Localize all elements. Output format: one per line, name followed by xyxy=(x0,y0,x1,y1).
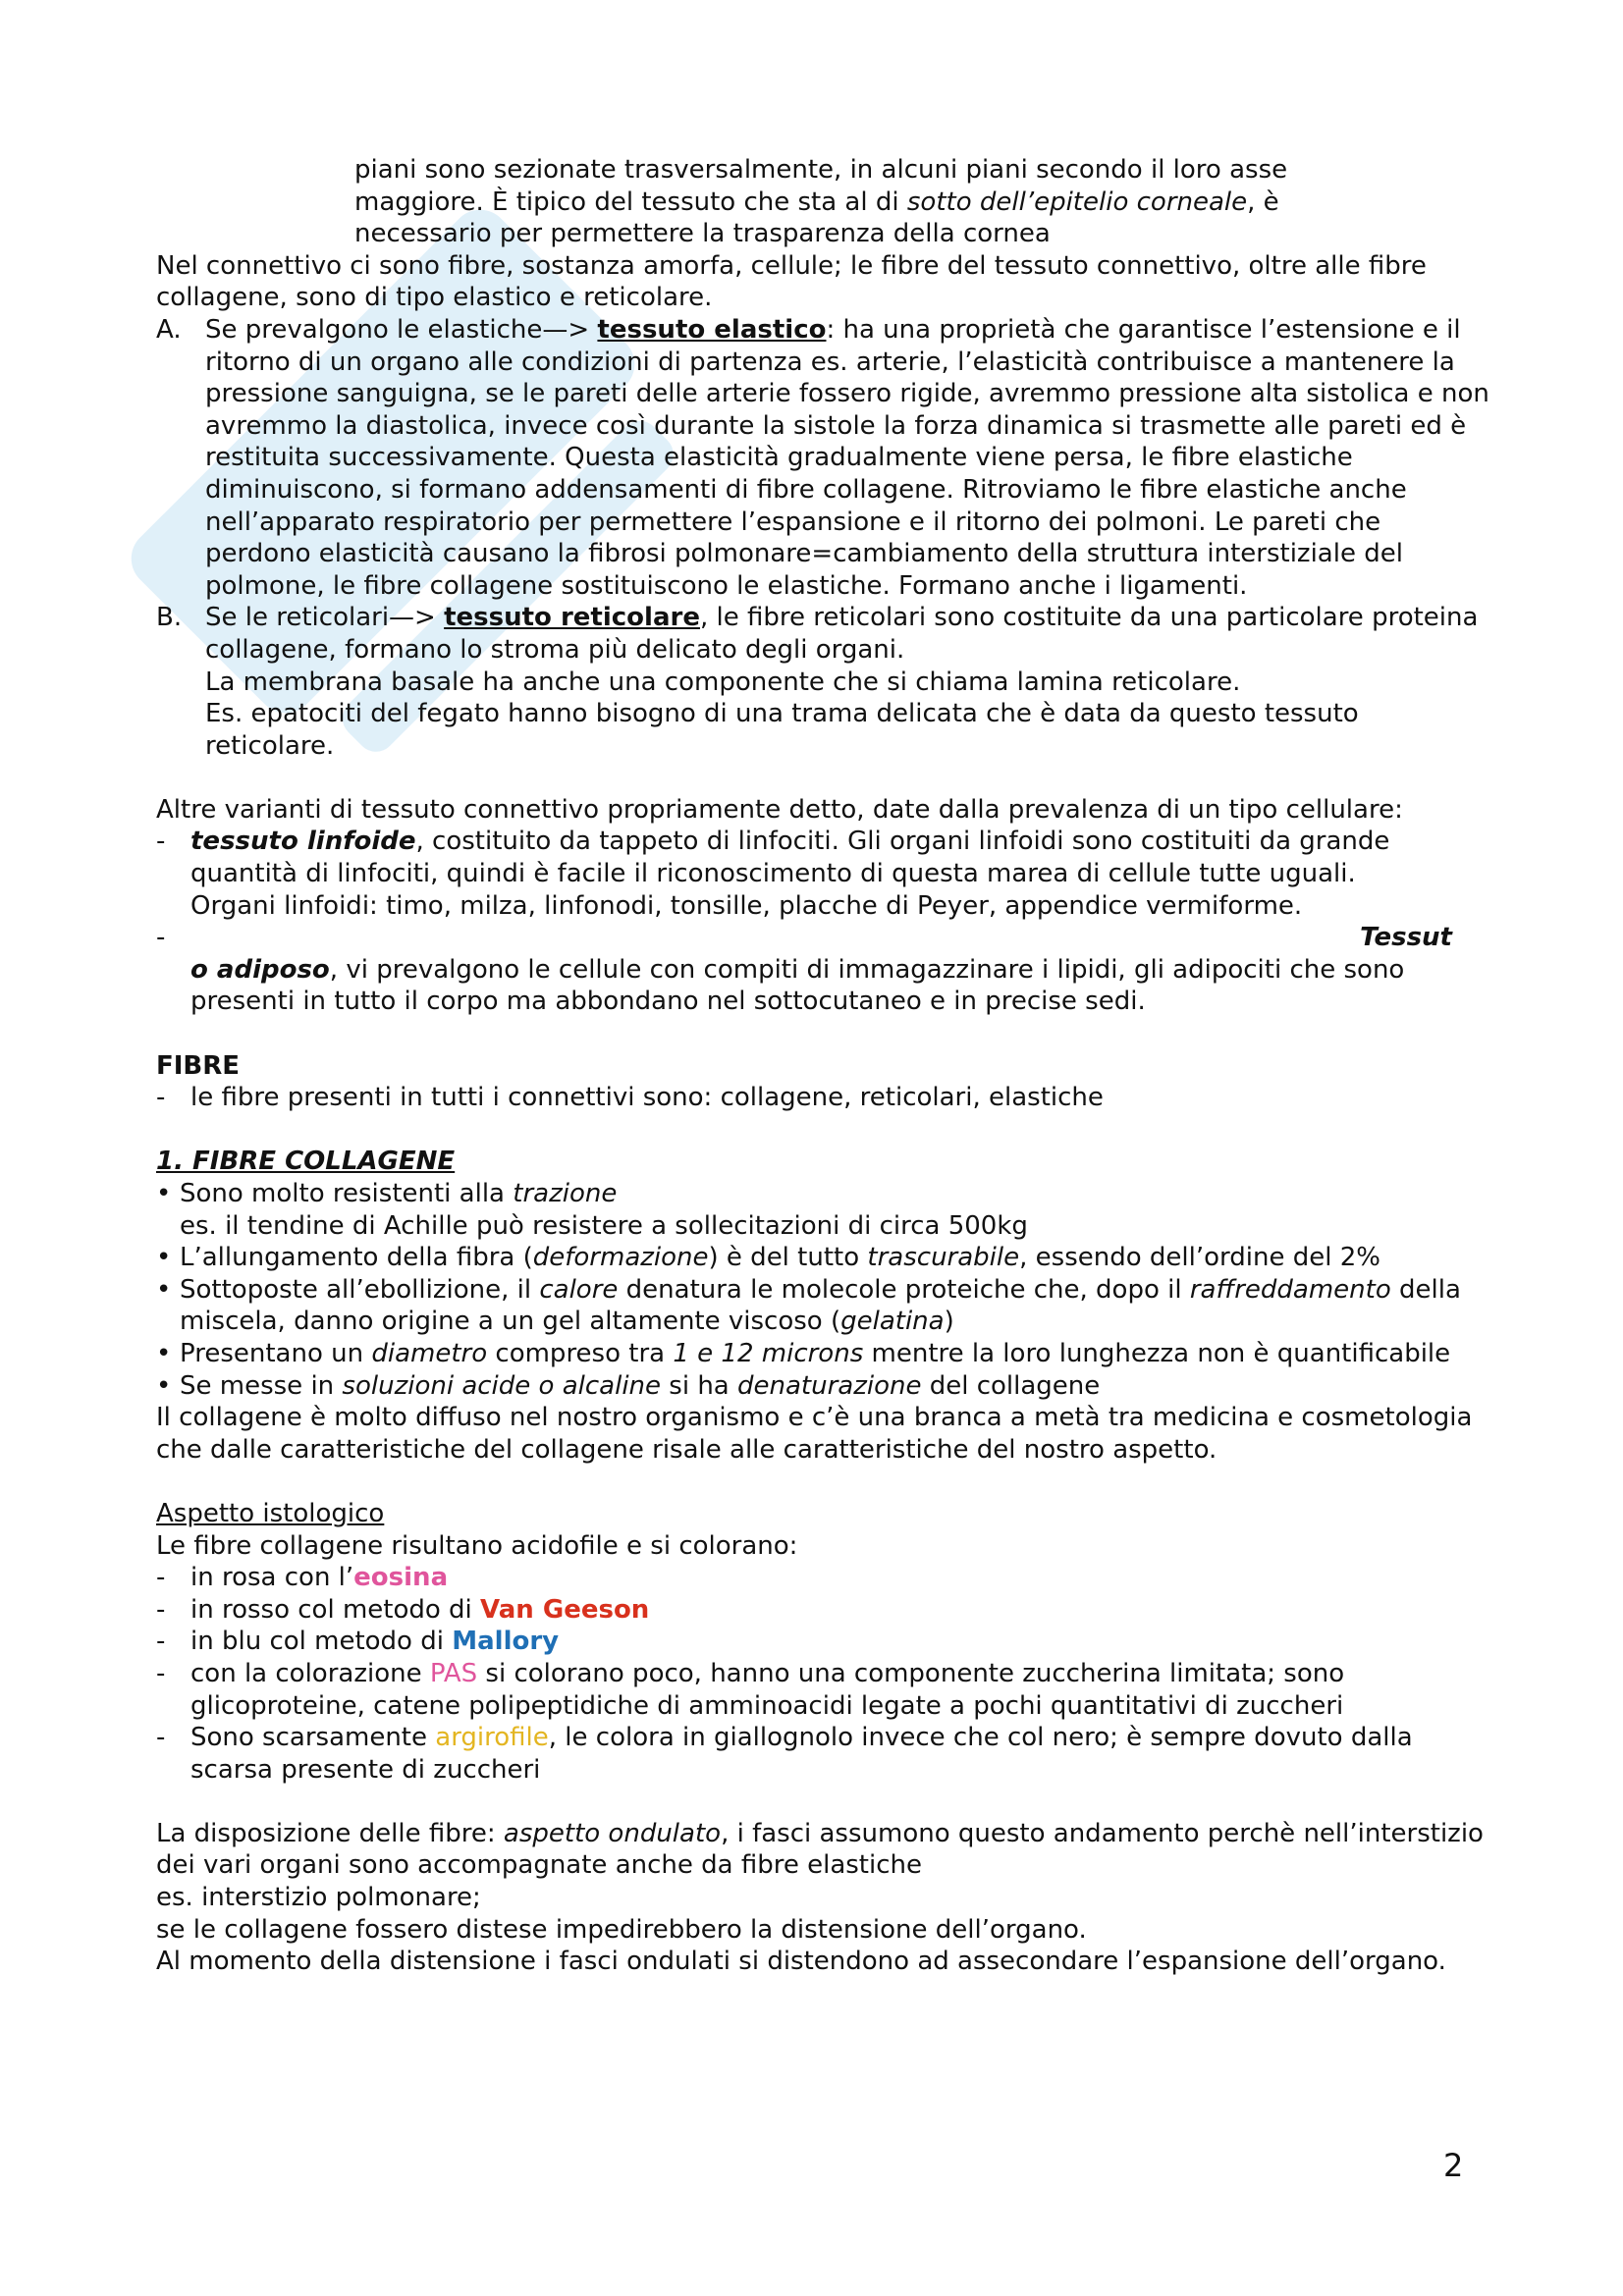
heading-fibre-collagene: 1. FIBRE COLLAGENE xyxy=(156,1147,456,1177)
istologico-intro: Le fibre collagene risultano acidofile e si colorano: xyxy=(156,1530,798,1561)
list-item-eosina: - in rosa con l’eosina xyxy=(156,1563,449,1593)
bullet-deformazione: • L’allungamento della fibra (deformazione) è del tutto trascurabile, essendo dell’ordine del 2% xyxy=(156,1243,1380,1273)
list-item-fibre: - le fibre presenti in tutti i connettivi sono: collagene, reticolari, elastiche xyxy=(156,1083,1104,1113)
term-tessuto-elastico: tessuto elastico xyxy=(597,314,827,345)
bullet-trazione: • Sono molto resistenti alla trazione es. il tendine di Achille può resistere a sollecitazioni di circa 500kg xyxy=(156,1179,1028,1241)
list-item-adiposo: - Tessut o adiposo, vi prevalgono le cellule con compiti di immagazzinare i lipidi, gli adipociti che sono presenti in tutto il corpo ma abbondano nel sottocutaneo e in precise sedi. xyxy=(156,923,1452,1017)
paragraph-varianti: Altre varianti di tessuto connettivo propriamente detto, date dalla prevalenza di un tipo cellulare: xyxy=(156,794,1403,825)
list-item-elastico: A. Se prevalgono le elastiche—> tessuto elastico: ha una proprietà che garantisce l’estensione e il ritorno di un organo alle condizioni di partenza es. arterie, l’elasticità contribuisce a mantenere la pressione sanguigna, se le pareti delle arterie fossero rigide, avremmo pressione alta sistolica e non avremmo la diastolica, invece così durante la sistole la forza dinamica si trasmette alle pareti ed è restituita successivamente. Questa elasticità gradualmente viene persa, le fibre elastiche diminuiscono, si formano addensamenti di fibre collagene. Ritroviamo le fibre elastiche anche nell’apparato respiratorio per permettere l’espansione e il ritorno dei polmoni. Le pareti che perdono elasticità causano la fibrosi polmonare=cambiamento della struttura interstiziale del polmone, le fibre collagene sostituiscono le elastiche. Formano anche i ligamenti. xyxy=(156,314,1489,601)
paragraph-connettivo: Nel connettivo ci sono fibre, sostanza amorfa, cellule; le fibre del tessuto connettivo, oltre alle fibre collagene, sono di tipo elastico e reticolare. xyxy=(156,250,1427,313)
line-distensione: Al momento della distensione i fasci ondulati si distendono ad assecondare l’espansione dell’organo. xyxy=(156,1947,1446,1977)
bullet-ebollizione: • Sottoposte all’ebollizione, il calore denatura le molecole proteiche che, dopo il raffreddamento della miscela, danno origine a un gel altamente viscoso (gelatina) xyxy=(156,1274,1461,1337)
page-number: 2 xyxy=(1443,2147,1464,2184)
heading-fibre: FIBRE xyxy=(156,1050,241,1081)
list-item-mallory: - in blu col metodo di Mallory xyxy=(156,1627,560,1657)
intro-paragraph: piani sono sezionate trasversalmente, in alcuni piani secondo il loro asse maggiore. È tipico del tessuto che sta al di sotto dell’epitelio corneale, è necessario per permettere la trasparenza della cornea xyxy=(354,155,1288,249)
list-item-linfoide: - tessuto linfoide, costituito da tappeto di linfociti. Gli organi linfoidi sono costituiti da grande quantità di linfociti, quindi è facile il riconoscimento di questa marea di cellule tutte uguali. Organi linfoidi: timo, milza, linfonodi, tonsille, placche di Peyer, appendice vermiforme. xyxy=(156,827,1390,921)
heading-aspetto-istologico: Aspetto istologico xyxy=(156,1498,385,1528)
bullet-denaturazione: • Se messe in soluzioni acide o alcaline si ha denaturazione del collagene xyxy=(156,1370,1101,1401)
list-item-argirofile: - Sono scarsamente argirofile, le colora in giallognolo invece che col nero; è sempre dovuto dalla scarsa presente di zuccheri xyxy=(156,1723,1413,1785)
line-collagene-distese: se le collagene fossero distese impedirebbero la distensione dell’organo. xyxy=(156,1914,1087,1945)
list-item-van-geeson: - in rosso col metodo di Van Geeson xyxy=(156,1594,650,1625)
list-item-pas: - con la colorazione PAS si colorano poco, hanno una componente zuccherina limitata; sono glicoproteine, catene polipeptidiche di amminoacidi legate a pochi quantitativi di zuccheri xyxy=(156,1658,1345,1721)
bullet-diametro: • Presentano un diametro compreso tra 1 e 12 microns mentre la loro lunghezza non è quantificabile xyxy=(156,1338,1451,1368)
paragraph-collagene-diffuso: Il collagene è molto diffuso nel nostro organismo e c’è una branca a metà tra medicina e cosmetologia che dalle caratteristiche del collagene risale alle caratteristiche del nostro aspetto. xyxy=(156,1403,1473,1465)
term-tessuto-reticolare: tessuto reticolare xyxy=(444,603,700,633)
line-interstizio: es. interstizio polmonare; xyxy=(156,1883,481,1913)
main-content xyxy=(156,154,1491,1978)
list-item-reticolare: B. Se le reticolari—> tessuto reticolare, le fibre reticolari sono costituite da una particolare proteina collagene, formano lo stroma più delicato degli organi. La membrana basale ha anche una componente che si chiama lamina reticolare. Es. epatociti del fegato hanno bisogno di una trama delicata che è data da questo tessuto reticolare. xyxy=(156,603,1479,761)
paragraph-disposizione: La disposizione delle fibre: aspetto ondulato, i fasci assumono questo andamento perchè nell’interstizio dei vari organi sono accompagnate anche da fibre elastiche xyxy=(156,1818,1484,1881)
